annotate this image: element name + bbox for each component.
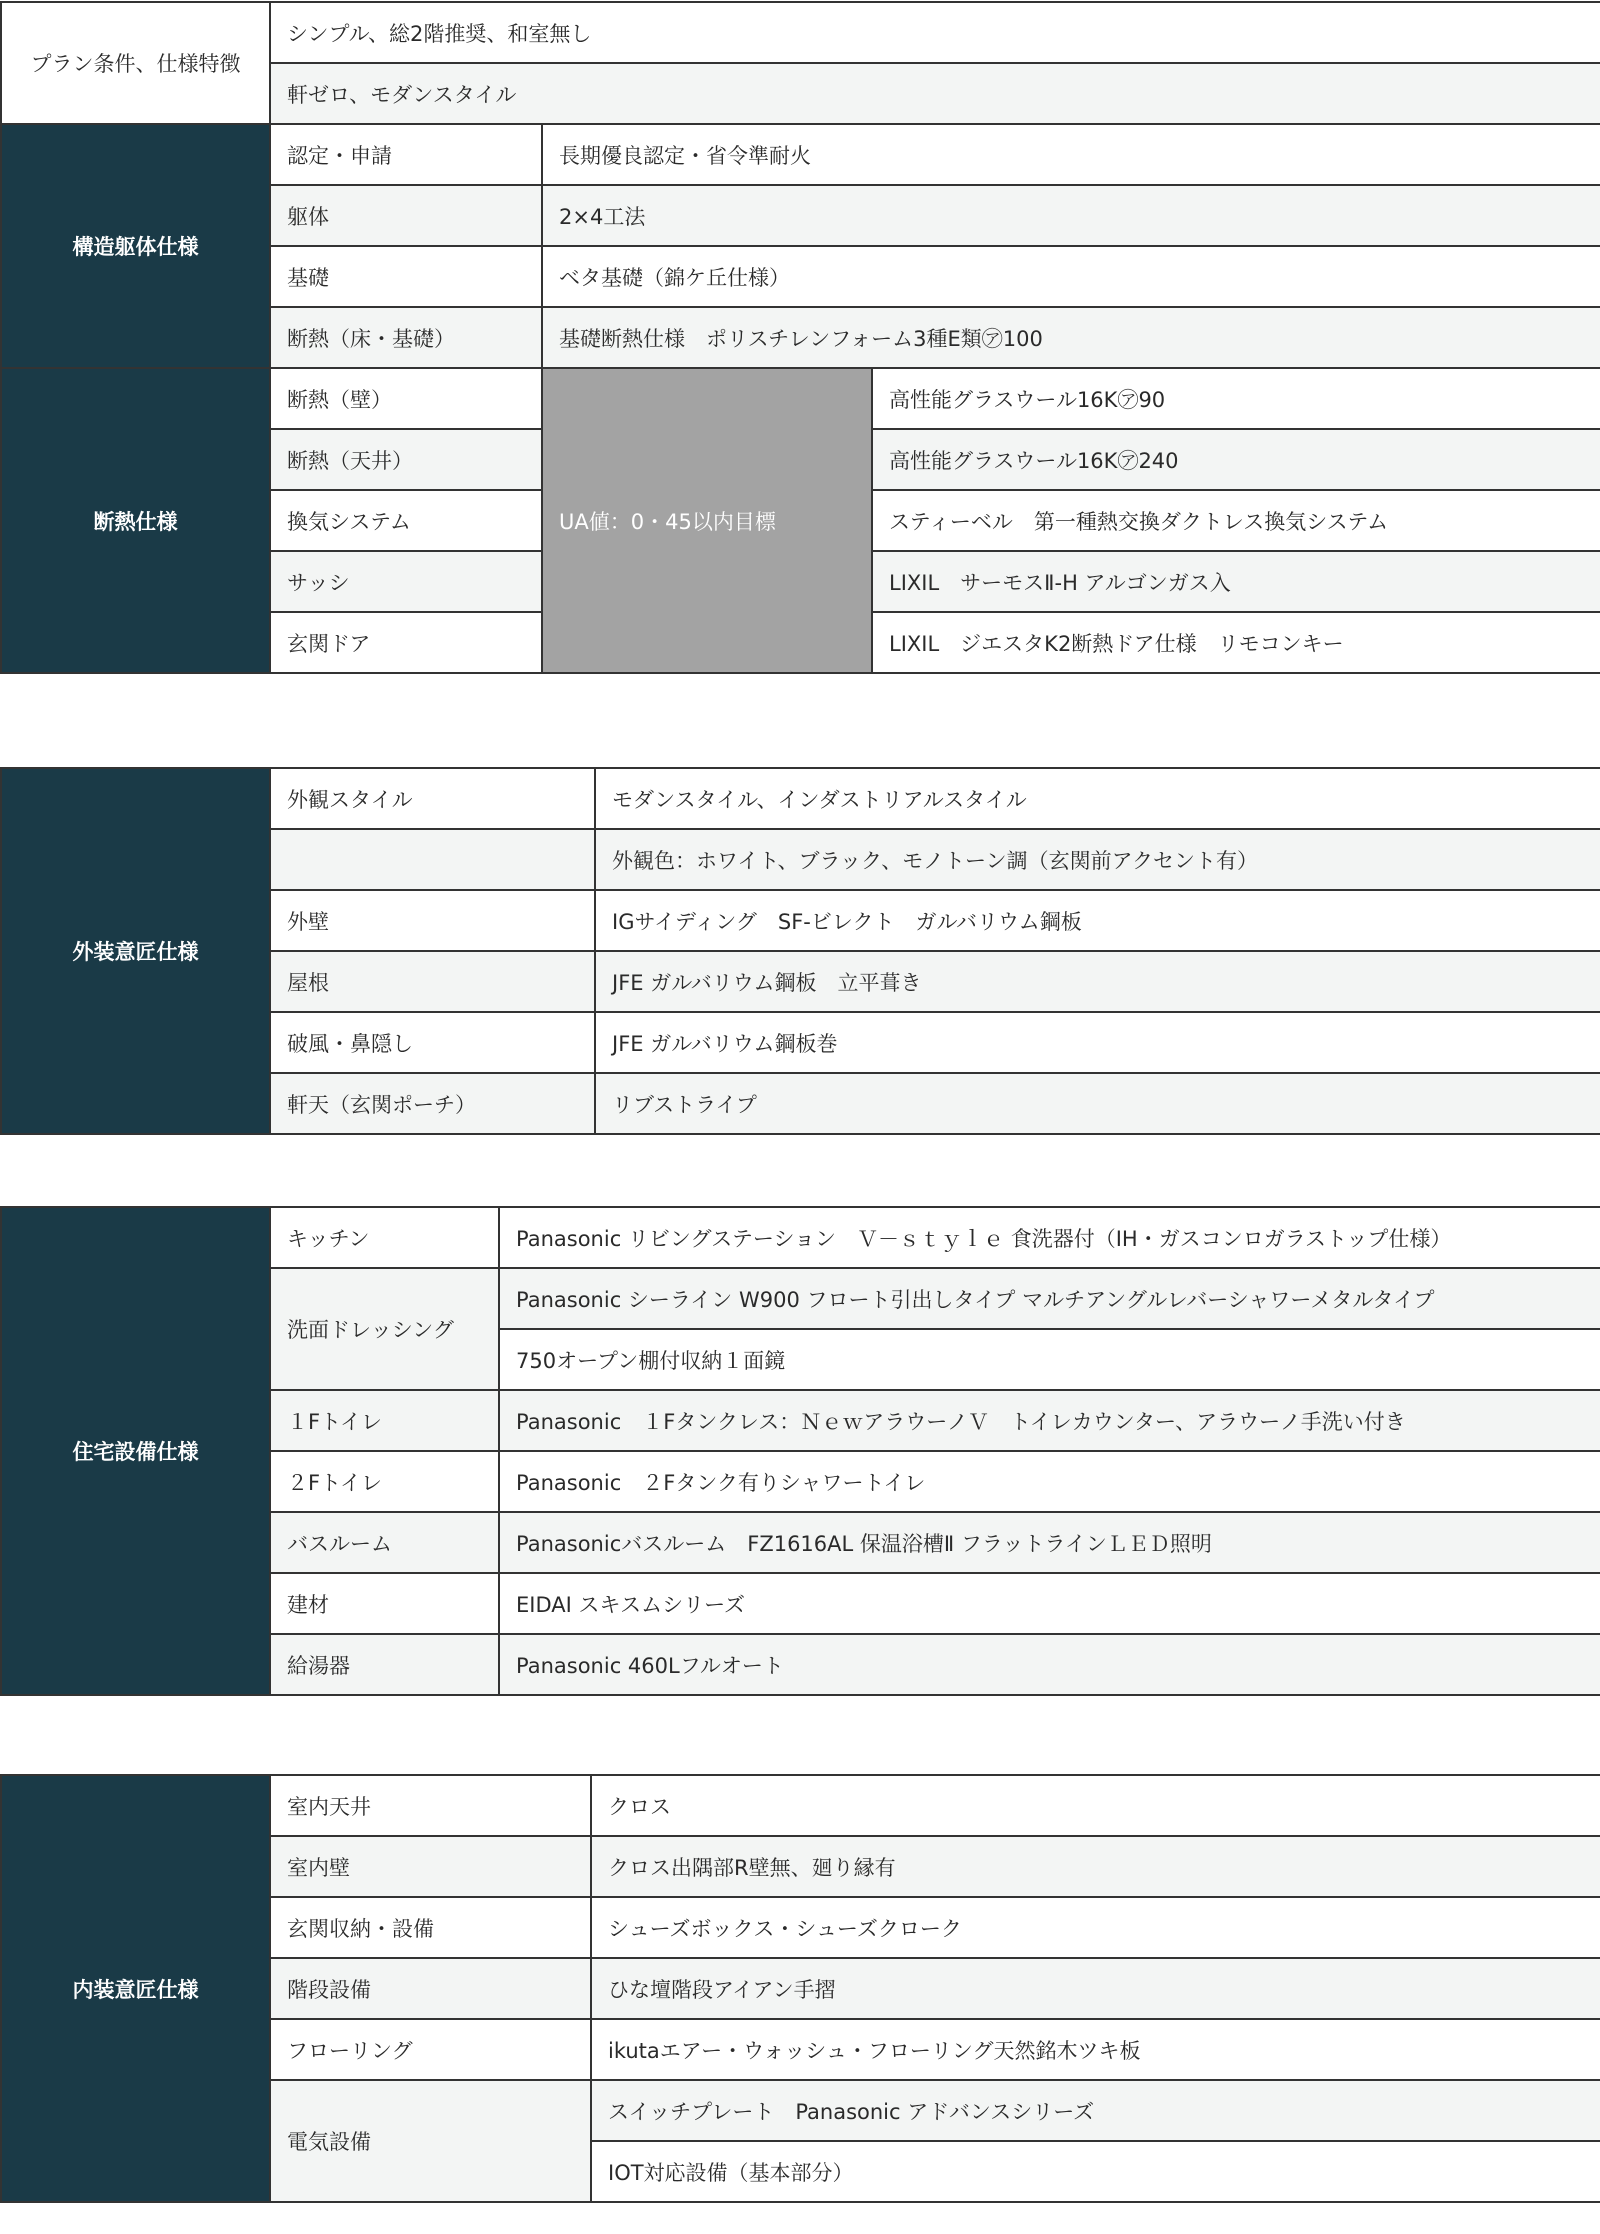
row-value: Panasonic リビングステーション Ｖ－ｓｔｙｌｅ 食洗器付（IH・ガスコンロガラストップ仕様） — [499, 1207, 1600, 1268]
spec-table-structure — [0, 1, 1600, 674]
row-value: シューズボックス・シューズクローク — [591, 1897, 1600, 1958]
table-row — [1, 1207, 1600, 1268]
row-label: キッチン — [270, 1207, 499, 1268]
row-label: 断熱（天井） — [270, 429, 542, 490]
row-label: 屋根 — [270, 951, 595, 1012]
row-value: ベタ基礎（錦ケ丘仕様） — [542, 246, 1600, 307]
row-value: Panasonic シーライン W900 フロート引出しタイプ マルチアングルレバーシャワーメタルタイプ — [499, 1268, 1600, 1329]
row-value: 外観色：ホワイト、ブラック、モノトーン調（玄関前アクセント有） — [595, 829, 1600, 890]
table-row — [1, 768, 1600, 829]
row-label: ２Fトイレ — [270, 1451, 499, 1512]
row-value: クロス出隅部R壁無、廻り縁有 — [591, 1836, 1600, 1897]
row-label: 電気設備 — [270, 2080, 591, 2202]
row-value: 2×4工法 — [542, 185, 1600, 246]
row-label: フローリング — [270, 2019, 591, 2080]
table-row — [1, 368, 1600, 429]
row-label: 階段設備 — [270, 1958, 591, 2019]
spec-table-interior — [0, 1774, 1600, 2203]
row-value: JFE ガルバリウム鋼板 立平葺き — [595, 951, 1600, 1012]
row-value: IOT対応設備（基本部分） — [591, 2141, 1600, 2202]
section-label-exterior: 外装意匠仕様 — [1, 768, 270, 1134]
row-value: Panasonic １Fタンクレス：ＮｅｗアラウーノＶ トイレカウンター、アラウーノ手洗い付き — [499, 1390, 1600, 1451]
row-label: 破風・鼻隠し — [270, 1012, 595, 1073]
table-row — [1, 1775, 1600, 1836]
row-value: IGサイディング SF-ビレクト ガルバリウム鋼板 — [595, 890, 1600, 951]
section-label-structure: 構造躯体仕様 — [1, 124, 270, 368]
section-label-equipment: 住宅設備仕様 — [1, 1207, 270, 1695]
row-value: リブストライプ — [595, 1073, 1600, 1134]
row-value: クロス — [591, 1775, 1600, 1836]
spec-table-exterior — [0, 767, 1600, 1135]
row-label: 換気システム — [270, 490, 542, 551]
row-label: 室内天井 — [270, 1775, 591, 1836]
row-label: 認定・申請 — [270, 124, 542, 185]
section-label-insulation: 断熱仕様 — [1, 368, 270, 673]
row-value: 高性能グラスウール16K㋐90 — [872, 368, 1600, 429]
row-label — [270, 829, 595, 890]
row-value: スティーベル 第一種熱交換ダクトレス換気システム — [872, 490, 1600, 551]
row-label: 断熱（床・基礎） — [270, 307, 542, 368]
row-label: 給湯器 — [270, 1634, 499, 1695]
row-label: 外観スタイル — [270, 768, 595, 829]
row-label: 室内壁 — [270, 1836, 591, 1897]
row-value: LIXIL ジエスタK2断熱ドア仕様 リモコンキー — [872, 612, 1600, 673]
plan-condition-value: シンプル、総2階推奨、和室無し — [270, 2, 1600, 63]
row-value: 長期優良認定・省令準耐火 — [542, 124, 1600, 185]
section-label-interior: 内装意匠仕様 — [1, 1775, 270, 2202]
row-value: ikutaエアー・ウォッシュ・フローリング天然銘木ツキ板 — [591, 2019, 1600, 2080]
row-label: 玄関ドア — [270, 612, 542, 673]
table-row — [1, 2, 1600, 63]
row-value: Panasonicバスルーム FZ1616AL 保温浴槽Ⅱ フラットラインＬＥＤ照明 — [499, 1512, 1600, 1573]
row-value: モダンスタイル、インダストリアルスタイル — [595, 768, 1600, 829]
table-row — [1, 124, 1600, 185]
row-label: 洗面ドレッシング — [270, 1268, 499, 1390]
row-value: Panasonic ２Fタンク有りシャワートイレ — [499, 1451, 1600, 1512]
row-label: 外壁 — [270, 890, 595, 951]
row-value: ひな壇階段アイアン手摺 — [591, 1958, 1600, 2019]
row-label: 躯体 — [270, 185, 542, 246]
spec-table-equipment — [0, 1206, 1600, 1696]
plan-condition-value: 軒ゼロ、モダンスタイル — [270, 63, 1600, 124]
row-value: Panasonic 460Lフルオート — [499, 1634, 1600, 1695]
row-value: 基礎断熱仕様 ポリスチレンフォーム3種E類㋐100 — [542, 307, 1600, 368]
row-value: JFE ガルバリウム鋼板巻 — [595, 1012, 1600, 1073]
ua-value-cell: UA値：0・45以内目標 — [542, 368, 872, 673]
row-value: 750オープン棚付収納１面鏡 — [499, 1329, 1600, 1390]
section-label-plan: プラン条件、仕様特徴 — [1, 2, 270, 124]
row-label: バスルーム — [270, 1512, 499, 1573]
row-label: 玄関収納・設備 — [270, 1897, 591, 1958]
row-label: 基礎 — [270, 246, 542, 307]
row-label: 軒天（玄関ポーチ） — [270, 1073, 595, 1134]
row-label: サッシ — [270, 551, 542, 612]
row-value: 高性能グラスウール16K㋐240 — [872, 429, 1600, 490]
row-value: LIXIL サーモスⅡ-H アルゴンガス入 — [872, 551, 1600, 612]
row-value: スイッチプレート Panasonic アドバンスシリーズ — [591, 2080, 1600, 2141]
row-label: 断熱（壁） — [270, 368, 542, 429]
row-value: EIDAI スキスムシリーズ — [499, 1573, 1600, 1634]
row-label: 建材 — [270, 1573, 499, 1634]
row-label: １Fトイレ — [270, 1390, 499, 1451]
